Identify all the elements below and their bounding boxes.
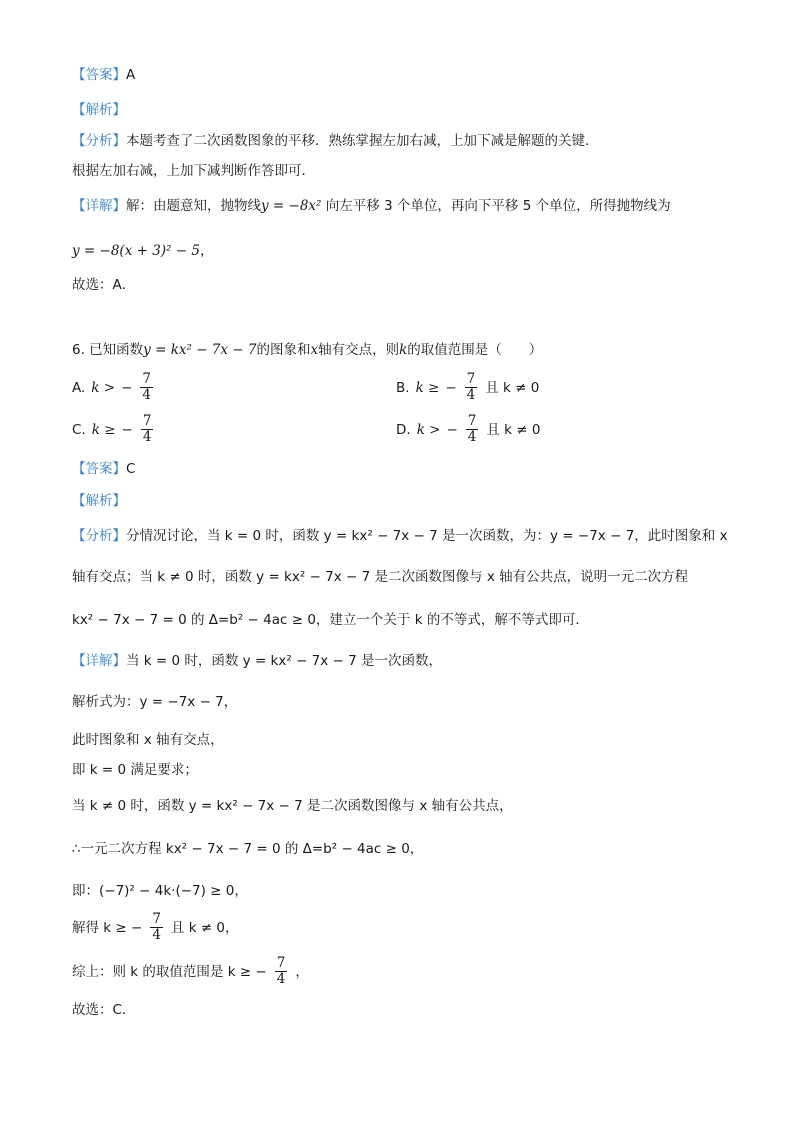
- q6-line-7-text: 即：(−7)² − 4k·(−7) ≥ 0，: [72, 883, 248, 899]
- detail-tag: 【详解】: [72, 198, 126, 214]
- q6-fenxi-line-3: [72, 611, 589, 629]
- option-c-den: 4: [142, 429, 152, 445]
- q6-stem: [72, 341, 542, 359]
- q6-line-2-text: 解析式为：y = −7x − 7，: [72, 694, 238, 710]
- option-c-label: C.: [72, 421, 86, 438]
- q5-detail-a: 解：由题意知，抛物线: [126, 198, 261, 214]
- q6-stem-d: 的取值范围是（ ）: [407, 342, 543, 358]
- q5-detail-eq: y = −8x²: [261, 198, 326, 214]
- q5-choose-line: [72, 276, 135, 294]
- q6-fenxi-1: 分情况讨论，当 k = 0 时，函数 y = kx² − 7x − 7 是一次函数，为：y = −7x − 7，此时图象和 x: [126, 528, 728, 544]
- q6-fenxi-3: kx² − 7x − 7 = 0 的 Δ=b² − 4ac ≥ 0，建立一个关于 k 的不等式，解不等式即可．: [72, 612, 589, 628]
- q6-line-5: [72, 797, 513, 815]
- option-d-label: D.: [396, 421, 411, 438]
- q5-rule-line: [72, 162, 315, 180]
- option-a-label: A.: [72, 379, 86, 396]
- q6-line-9-a: 综上：则 k 的取值范围是 k ≥ −: [72, 963, 267, 980]
- q5-rule-text: 根据左加右减，上加下减判断作答即可．: [72, 163, 315, 179]
- q5-detail-line: [72, 197, 671, 215]
- fenxi-tag: 【分析】: [72, 133, 126, 149]
- q6-line-8-b: 且 k ≠ 0，: [170, 919, 239, 936]
- option-c[interactable]: [72, 414, 161, 445]
- q6-line-9: [72, 956, 309, 987]
- option-b-neg: −: [445, 379, 457, 396]
- q6-detail-1: 当 k = 0 时，函数 y = kx² − 7x − 7 是一次函数，: [126, 653, 443, 669]
- q6-line-6-text: ∴一元二次方程 kx² − 7x − 7 = 0 的 Δ=b² − 4ac ≥ 0，: [72, 841, 424, 857]
- q6-stem-x: x: [310, 342, 319, 358]
- answer-tag: 【答案】: [72, 67, 126, 83]
- q5-result-tail: ，: [199, 243, 214, 259]
- detail-tag: 【详解】: [72, 653, 126, 669]
- q6-line-9-num: 7: [276, 955, 286, 971]
- option-c-neg: −: [121, 421, 133, 438]
- q6-answer-line: [72, 460, 135, 478]
- q6-line-4-text: 即 k = 0 满足要求；: [72, 762, 198, 778]
- option-a-den: 4: [142, 387, 151, 403]
- option-b[interactable]: [396, 372, 539, 403]
- option-c-fraction: [141, 414, 154, 445]
- q6-line-8-fraction: [150, 912, 163, 943]
- option-b-pre: k ≥: [415, 379, 440, 396]
- q5-analysis-tag-line: [72, 101, 126, 119]
- q5-choose: 故选：A．: [72, 277, 136, 293]
- option-d-den: 4: [467, 429, 477, 445]
- q6-line-3-text: 此时图象和 x 轴有交点，: [72, 732, 224, 748]
- option-b-label: B.: [396, 379, 410, 396]
- q6-line-8-a: 解得 k ≥ −: [72, 919, 143, 936]
- option-a-neg: −: [121, 379, 133, 396]
- q6-line-9-b: ，: [295, 963, 309, 980]
- q6-stem-k: k: [399, 342, 408, 358]
- q6-line-8: [72, 912, 239, 943]
- option-d-pre: k >: [416, 421, 441, 438]
- answer-tag: 【答案】: [72, 461, 126, 477]
- q6-fenxi-2: 轴有交点；当 k ≠ 0 时，函数 y = kx² − 7x − 7 是二次函数图像与 x 轴有公共点，说明一元二次方程: [72, 569, 689, 585]
- q6-fenxi-line-1: [72, 527, 728, 545]
- option-a[interactable]: [72, 372, 161, 403]
- q6-choose-line: [72, 1001, 135, 1019]
- q6-stem-b: 的图象和: [256, 342, 311, 358]
- option-b-suffix: 且 k ≠ 0: [485, 379, 540, 396]
- q6-line-2: [72, 693, 237, 711]
- option-b-fraction: [465, 372, 478, 403]
- q6-choose: 故选：C．: [72, 1002, 136, 1018]
- q6-detail-line-1: [72, 652, 442, 670]
- analysis-tag: 【解析】: [72, 493, 126, 509]
- option-d-fraction: [466, 414, 479, 445]
- q6-line-9-den: 4: [276, 971, 286, 987]
- q5-result-line: [72, 242, 213, 260]
- q5-result-eq: y = −8(x + 3)² − 5: [72, 243, 200, 259]
- option-a-fraction: [140, 372, 153, 403]
- q6-stem-c: 轴有交点，则: [318, 342, 400, 358]
- q5-fenxi-text: 本题考查了二次函数图象的平移．熟练掌握左加右减，上加下减是解题的关键．: [126, 133, 599, 149]
- q6-stem-a: 6. 已知函数: [72, 342, 144, 358]
- q6-line-8-num: 7: [152, 911, 161, 927]
- option-d-num: 7: [467, 413, 477, 429]
- q5-answer-value: A: [126, 67, 136, 83]
- option-d[interactable]: [396, 414, 540, 445]
- q6-line-5-text: 当 k ≠ 0 时，函数 y = kx² − 7x − 7 是二次函数图像与 x 轴有公共点，: [72, 798, 513, 814]
- q6-line-8-den: 4: [152, 927, 161, 943]
- q6-line-9-fraction: [275, 956, 288, 987]
- option-b-den: 4: [466, 387, 476, 403]
- option-b-num: 7: [466, 371, 476, 387]
- analysis-tag: 【解析】: [72, 102, 126, 118]
- option-c-pre: k ≥: [91, 421, 116, 438]
- q6-fenxi-line-2: [72, 568, 688, 586]
- q6-line-4: [72, 761, 198, 779]
- q6-line-6: [72, 840, 423, 858]
- q5-answer-line: [72, 66, 135, 84]
- q5-detail-b: 向左平移 3 个单位，再向下平移 5 个单位，所得抛物线为: [325, 198, 671, 214]
- option-a-num: 7: [142, 371, 151, 387]
- q6-answer-value: C: [126, 461, 136, 477]
- option-c-num: 7: [142, 413, 152, 429]
- option-d-suffix: 且 k ≠ 0: [486, 421, 541, 438]
- option-d-neg: −: [446, 421, 458, 438]
- q6-stem-eq: y = kx² − 7x − 7: [143, 342, 257, 358]
- q6-line-7: [72, 882, 248, 900]
- q6-analysis-tag-line: [72, 492, 126, 510]
- option-a-pre: k >: [91, 379, 116, 396]
- fenxi-tag: 【分析】: [72, 528, 126, 544]
- q5-fenxi-line: [72, 132, 599, 150]
- q6-line-3: [72, 731, 224, 749]
